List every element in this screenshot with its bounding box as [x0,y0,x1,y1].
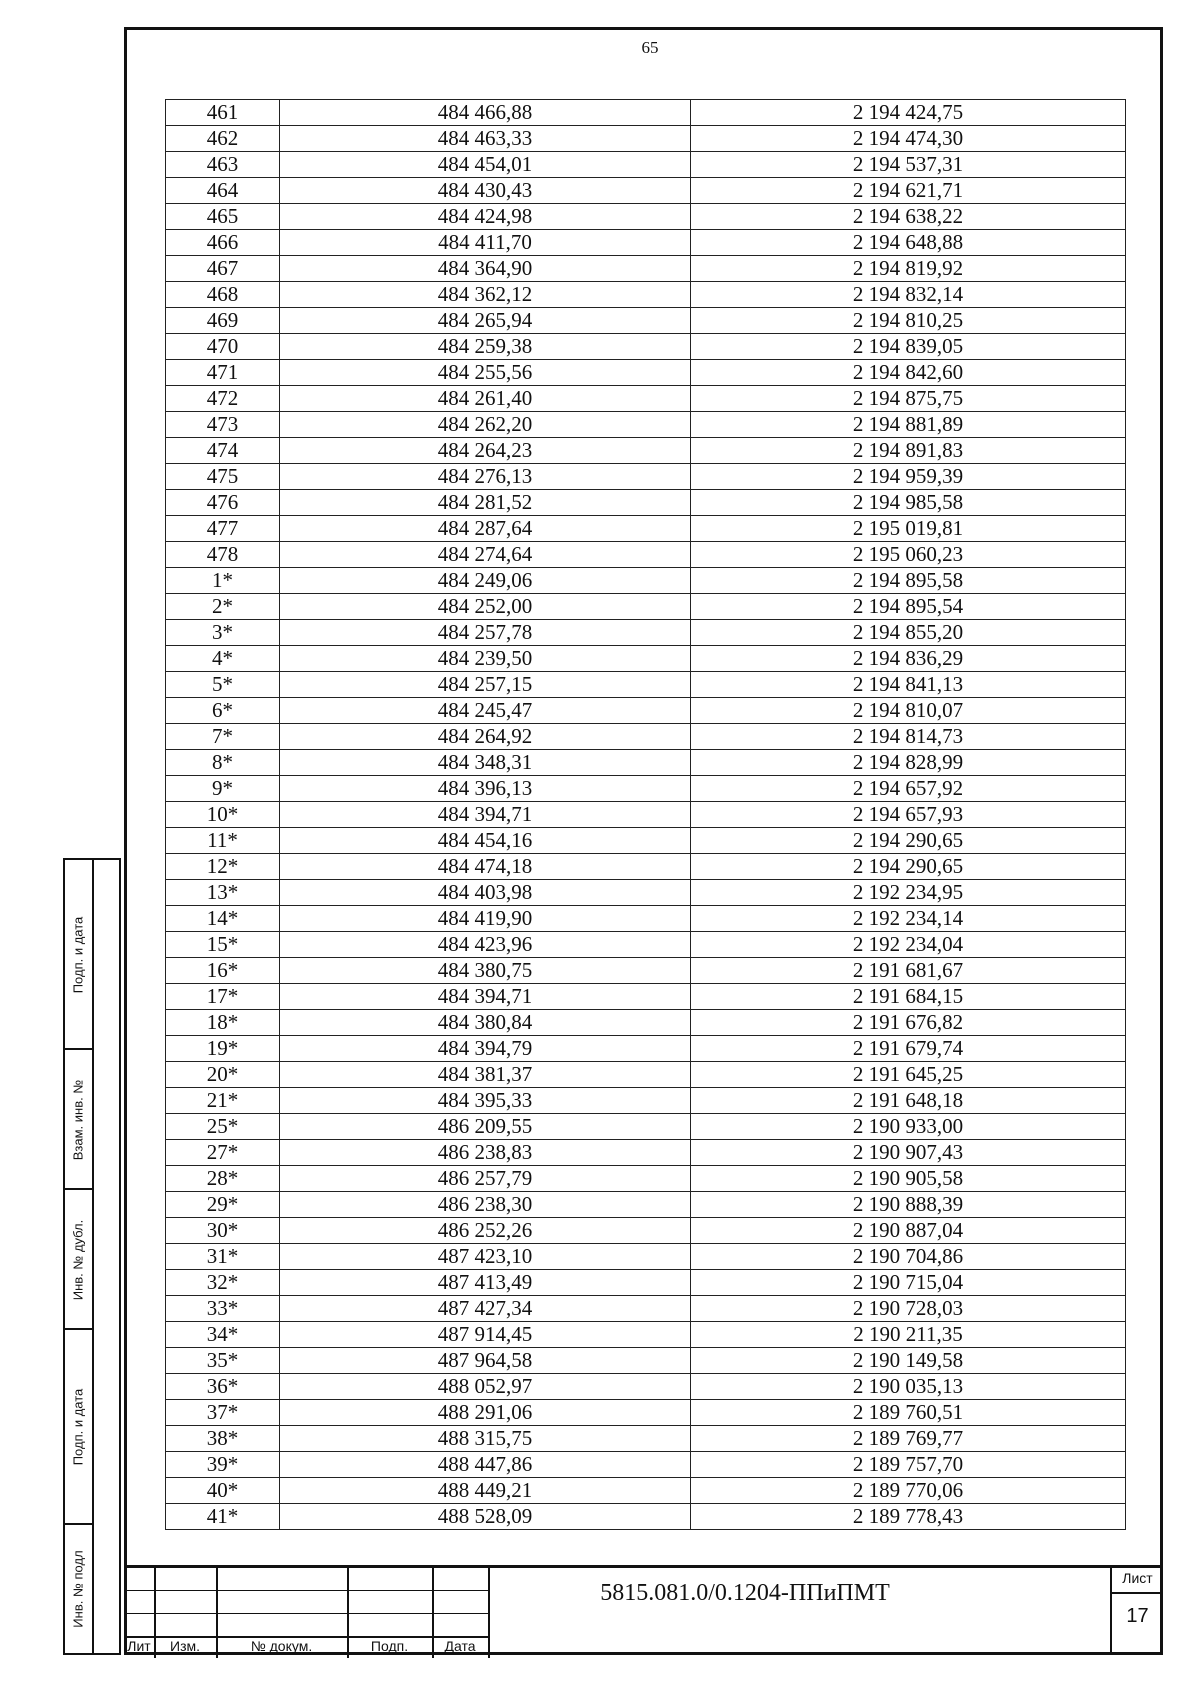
table-row [166,282,1126,308]
y-coordinate-cell: 2 194 841,13 [691,672,1126,698]
table-row [166,750,1126,776]
y-coordinate-cell: 2 194 875,75 [691,386,1126,412]
point-number-cell: 6* [166,698,280,724]
table-row [166,230,1126,256]
y-coordinate-cell: 2 194 424,75 [691,100,1126,126]
y-coordinate-cell: 2 194 657,93 [691,802,1126,828]
x-coordinate-cell: 487 413,49 [280,1270,691,1296]
x-coordinate-cell: 484 424,98 [280,204,691,230]
header-podp: Подп. [370,1638,409,1654]
table-row [166,880,1126,906]
point-number-cell: 37* [166,1400,280,1426]
table-row [166,126,1126,152]
side-label-inv-dubl: Инв. № дубл. [70,1219,86,1301]
y-coordinate-cell: 2 194 836,29 [691,646,1126,672]
header-izm: Изм. [170,1638,200,1654]
x-coordinate-cell: 484 403,98 [280,880,691,906]
table-row [166,360,1126,386]
x-coordinate-cell: 484 362,12 [280,282,691,308]
x-coordinate-cell: 484 396,13 [280,776,691,802]
table-row [166,568,1126,594]
point-number-cell: 33* [166,1296,280,1322]
side-stamp [63,858,121,1655]
sheet-number: 17 [1126,1605,1149,1627]
y-coordinate-cell: 2 191 648,18 [691,1088,1126,1114]
x-coordinate-cell: 484 264,92 [280,724,691,750]
y-coordinate-cell: 2 194 810,07 [691,698,1126,724]
point-number-cell: 472 [166,386,280,412]
point-number-cell: 32* [166,1270,280,1296]
x-coordinate-cell: 484 287,64 [280,516,691,542]
x-coordinate-cell: 484 265,94 [280,308,691,334]
y-coordinate-cell: 2 194 290,65 [691,854,1126,880]
x-coordinate-cell: 484 430,43 [280,178,691,204]
x-coordinate-cell: 484 261,40 [280,386,691,412]
point-number-cell: 35* [166,1348,280,1374]
y-coordinate-cell: 2 189 757,70 [691,1452,1126,1478]
x-coordinate-cell: 487 427,34 [280,1296,691,1322]
table-row [166,308,1126,334]
x-coordinate-cell: 484 281,52 [280,490,691,516]
y-coordinate-cell: 2 190 035,13 [691,1374,1126,1400]
x-coordinate-cell: 484 395,33 [280,1088,691,1114]
x-coordinate-cell: 484 463,33 [280,126,691,152]
table-row [166,1478,1126,1504]
page-number: 65 [641,38,659,57]
y-coordinate-cell: 2 189 770,06 [691,1478,1126,1504]
y-coordinate-cell: 2 194 814,73 [691,724,1126,750]
point-number-cell: 477 [166,516,280,542]
point-number-cell: 27* [166,1140,280,1166]
side-cell-podp-i-data-2 [65,1330,92,1525]
y-coordinate-cell: 2 194 832,14 [691,282,1126,308]
table-row [166,1036,1126,1062]
table-row [166,1270,1126,1296]
y-coordinate-cell: 2 191 684,15 [691,984,1126,1010]
table-row [166,542,1126,568]
table-row [166,776,1126,802]
point-number-cell: 11* [166,828,280,854]
point-number-cell: 473 [166,412,280,438]
point-number-cell: 39* [166,1452,280,1478]
table-row [166,1218,1126,1244]
table-row [166,958,1126,984]
x-coordinate-cell: 484 259,38 [280,334,691,360]
point-number-cell: 466 [166,230,280,256]
table-row [166,828,1126,854]
y-coordinate-cell: 2 194 828,99 [691,750,1126,776]
title-block [124,1565,1163,1655]
point-number-cell: 14* [166,906,280,932]
y-coordinate-cell: 2 190 888,39 [691,1192,1126,1218]
point-number-cell: 12* [166,854,280,880]
table-row [166,490,1126,516]
table-row [166,334,1126,360]
side-cell-inv-podl [65,1525,92,1653]
y-coordinate-cell: 2 191 645,25 [691,1062,1126,1088]
point-number-cell: 4* [166,646,280,672]
y-coordinate-cell: 2 189 769,77 [691,1426,1126,1452]
point-number-cell: 476 [166,490,280,516]
table-row [166,256,1126,282]
y-coordinate-cell: 2 190 704,86 [691,1244,1126,1270]
x-coordinate-cell: 484 454,16 [280,828,691,854]
x-coordinate-cell: 486 238,30 [280,1192,691,1218]
table-row [166,178,1126,204]
side-stamp-divider [92,860,94,1653]
y-coordinate-cell: 2 190 728,03 [691,1296,1126,1322]
y-coordinate-cell: 2 194 959,39 [691,464,1126,490]
y-coordinate-cell: 2 194 657,92 [691,776,1126,802]
table-row [166,594,1126,620]
x-coordinate-cell: 487 423,10 [280,1244,691,1270]
x-coordinate-cell: 486 252,26 [280,1218,691,1244]
x-coordinate-cell: 488 528,09 [280,1504,691,1530]
point-number-cell: 28* [166,1166,280,1192]
x-coordinate-cell: 484 274,64 [280,542,691,568]
header-n-dokum: № докум. [250,1638,313,1654]
table-row [166,1088,1126,1114]
x-coordinate-cell: 488 447,86 [280,1452,691,1478]
y-coordinate-cell: 2 190 887,04 [691,1218,1126,1244]
y-coordinate-cell: 2 189 778,43 [691,1504,1126,1530]
y-coordinate-cell: 2 194 648,88 [691,230,1126,256]
point-number-cell: 38* [166,1426,280,1452]
x-coordinate-cell: 484 423,96 [280,932,691,958]
y-coordinate-cell: 2 194 819,92 [691,256,1126,282]
table-row [166,412,1126,438]
table-row [166,1114,1126,1140]
point-number-cell: 464 [166,178,280,204]
point-number-cell: 36* [166,1374,280,1400]
y-coordinate-cell: 2 190 907,43 [691,1140,1126,1166]
point-number-cell: 16* [166,958,280,984]
y-coordinate-cell: 2 194 891,83 [691,438,1126,464]
coordinates-table [165,99,1126,1530]
table-row [166,646,1126,672]
table-row [166,1348,1126,1374]
table-row [166,1244,1126,1270]
y-coordinate-cell: 2 192 234,95 [691,880,1126,906]
x-coordinate-cell: 484 239,50 [280,646,691,672]
x-coordinate-cell: 484 419,90 [280,906,691,932]
point-number-cell: 18* [166,1010,280,1036]
side-cell-vzam-inv [65,1050,92,1190]
y-coordinate-cell: 2 194 985,58 [691,490,1126,516]
y-coordinate-cell: 2 191 679,74 [691,1036,1126,1062]
point-number-cell: 30* [166,1218,280,1244]
table-row [166,1010,1126,1036]
x-coordinate-cell: 484 245,47 [280,698,691,724]
table-row [166,984,1126,1010]
table-row [166,698,1126,724]
table-row [166,1452,1126,1478]
sheet-separator [1112,1592,1163,1594]
table-row [166,1166,1126,1192]
side-label-inv-podl: Инв. № подл [70,1550,86,1628]
point-number-cell: 471 [166,360,280,386]
point-number-cell: 475 [166,464,280,490]
point-number-cell: 29* [166,1192,280,1218]
point-number-cell: 467 [166,256,280,282]
table-row [166,1296,1126,1322]
table-row [166,724,1126,750]
x-coordinate-cell: 484 249,06 [280,568,691,594]
point-number-cell: 9* [166,776,280,802]
y-coordinate-cell: 2 194 537,31 [691,152,1126,178]
y-coordinate-cell: 2 195 060,23 [691,542,1126,568]
side-cell-podp-i-data-1 [65,860,92,1050]
x-coordinate-cell: 488 449,21 [280,1478,691,1504]
table-row [166,152,1126,178]
table-row [166,386,1126,412]
y-coordinate-cell: 2 190 905,58 [691,1166,1126,1192]
y-coordinate-cell: 2 190 149,58 [691,1348,1126,1374]
point-number-cell: 463 [166,152,280,178]
x-coordinate-cell: 484 262,20 [280,412,691,438]
table-row [166,464,1126,490]
x-coordinate-cell: 484 364,90 [280,256,691,282]
sheet-label: Лист [1122,1570,1153,1586]
y-coordinate-cell: 2 194 810,25 [691,308,1126,334]
point-number-cell: 478 [166,542,280,568]
point-number-cell: 25* [166,1114,280,1140]
table-row [166,1400,1126,1426]
x-coordinate-cell: 484 411,70 [280,230,691,256]
table-row [166,1140,1126,1166]
x-coordinate-cell: 487 914,45 [280,1322,691,1348]
y-coordinate-cell: 2 194 621,71 [691,178,1126,204]
table-row [166,854,1126,880]
table-row [166,802,1126,828]
x-coordinate-cell: 487 964,58 [280,1348,691,1374]
point-number-cell: 34* [166,1322,280,1348]
point-number-cell: 20* [166,1062,280,1088]
y-coordinate-cell: 2 194 895,58 [691,568,1126,594]
point-number-cell: 7* [166,724,280,750]
y-coordinate-cell: 2 190 933,00 [691,1114,1126,1140]
point-number-cell: 13* [166,880,280,906]
grid-line [124,1613,489,1614]
side-label-podp-i-data-1: Подп. и дата [70,916,86,994]
y-coordinate-cell: 2 194 290,65 [691,828,1126,854]
y-coordinate-cell: 2 194 895,54 [691,594,1126,620]
point-number-cell: 19* [166,1036,280,1062]
table-row [166,1322,1126,1348]
x-coordinate-cell: 484 394,71 [280,802,691,828]
point-number-cell: 31* [166,1244,280,1270]
table-row [166,932,1126,958]
x-coordinate-cell: 484 381,37 [280,1062,691,1088]
x-coordinate-cell: 486 209,55 [280,1114,691,1140]
grid-line [488,1568,490,1658]
point-number-cell: 461 [166,100,280,126]
point-number-cell: 470 [166,334,280,360]
x-coordinate-cell: 488 052,97 [280,1374,691,1400]
x-coordinate-cell: 484 394,71 [280,984,691,1010]
x-coordinate-cell: 484 257,15 [280,672,691,698]
x-coordinate-cell: 488 291,06 [280,1400,691,1426]
y-coordinate-cell: 2 191 676,82 [691,1010,1126,1036]
table-row [166,1504,1126,1530]
coordinates-table-body [166,100,1126,1530]
y-coordinate-cell: 2 189 760,51 [691,1400,1126,1426]
x-coordinate-cell: 484 394,79 [280,1036,691,1062]
x-coordinate-cell: 484 257,78 [280,620,691,646]
table-row [166,100,1126,126]
grid-line [124,1590,489,1591]
point-number-cell: 5* [166,672,280,698]
x-coordinate-cell: 486 257,79 [280,1166,691,1192]
table-row [166,1062,1126,1088]
y-coordinate-cell: 2 190 715,04 [691,1270,1126,1296]
side-label-podp-i-data-2: Подп. и дата [70,1388,86,1466]
y-coordinate-cell: 2 194 638,22 [691,204,1126,230]
x-coordinate-cell: 484 264,23 [280,438,691,464]
header-data: Дата [444,1638,476,1654]
x-coordinate-cell: 484 466,88 [280,100,691,126]
table-row [166,1426,1126,1452]
y-coordinate-cell: 2 195 019,81 [691,516,1126,542]
table-row [166,906,1126,932]
y-coordinate-cell: 2 194 839,05 [691,334,1126,360]
document-code: 5815.081.0/0.1204-ППиПМТ [600,1580,890,1606]
table-row [166,438,1126,464]
x-coordinate-cell: 484 276,13 [280,464,691,490]
table-row [166,516,1126,542]
table-row [166,672,1126,698]
y-coordinate-cell: 2 192 234,04 [691,932,1126,958]
header-lit: Лит [127,1638,151,1654]
point-number-cell: 10* [166,802,280,828]
x-coordinate-cell: 484 474,18 [280,854,691,880]
point-number-cell: 2* [166,594,280,620]
y-coordinate-cell: 2 190 211,35 [691,1322,1126,1348]
y-coordinate-cell: 2 194 881,89 [691,412,1126,438]
x-coordinate-cell: 484 380,84 [280,1010,691,1036]
point-number-cell: 474 [166,438,280,464]
table-row [166,204,1126,230]
table-row [166,1374,1126,1400]
point-number-cell: 8* [166,750,280,776]
y-coordinate-cell: 2 192 234,14 [691,906,1126,932]
point-number-cell: 469 [166,308,280,334]
point-number-cell: 468 [166,282,280,308]
x-coordinate-cell: 484 348,31 [280,750,691,776]
point-number-cell: 15* [166,932,280,958]
side-label-vzam-inv: Взам. инв. № [70,1079,86,1161]
x-coordinate-cell: 484 252,00 [280,594,691,620]
y-coordinate-cell: 2 194 474,30 [691,126,1126,152]
x-coordinate-cell: 484 380,75 [280,958,691,984]
point-number-cell: 465 [166,204,280,230]
table-row [166,620,1126,646]
x-coordinate-cell: 486 238,83 [280,1140,691,1166]
point-number-cell: 462 [166,126,280,152]
x-coordinate-cell: 484 255,56 [280,360,691,386]
point-number-cell: 40* [166,1478,280,1504]
x-coordinate-cell: 488 315,75 [280,1426,691,1452]
x-coordinate-cell: 484 454,01 [280,152,691,178]
title-block-grid [124,1568,489,1658]
y-coordinate-cell: 2 194 855,20 [691,620,1126,646]
point-number-cell: 17* [166,984,280,1010]
side-cell-inv-dubl [65,1190,92,1330]
point-number-cell: 41* [166,1504,280,1530]
sheet-box [1110,1565,1163,1655]
table-row [166,1192,1126,1218]
point-number-cell: 3* [166,620,280,646]
y-coordinate-cell: 2 194 842,60 [691,360,1126,386]
point-number-cell: 21* [166,1088,280,1114]
point-number-cell: 1* [166,568,280,594]
y-coordinate-cell: 2 191 681,67 [691,958,1126,984]
